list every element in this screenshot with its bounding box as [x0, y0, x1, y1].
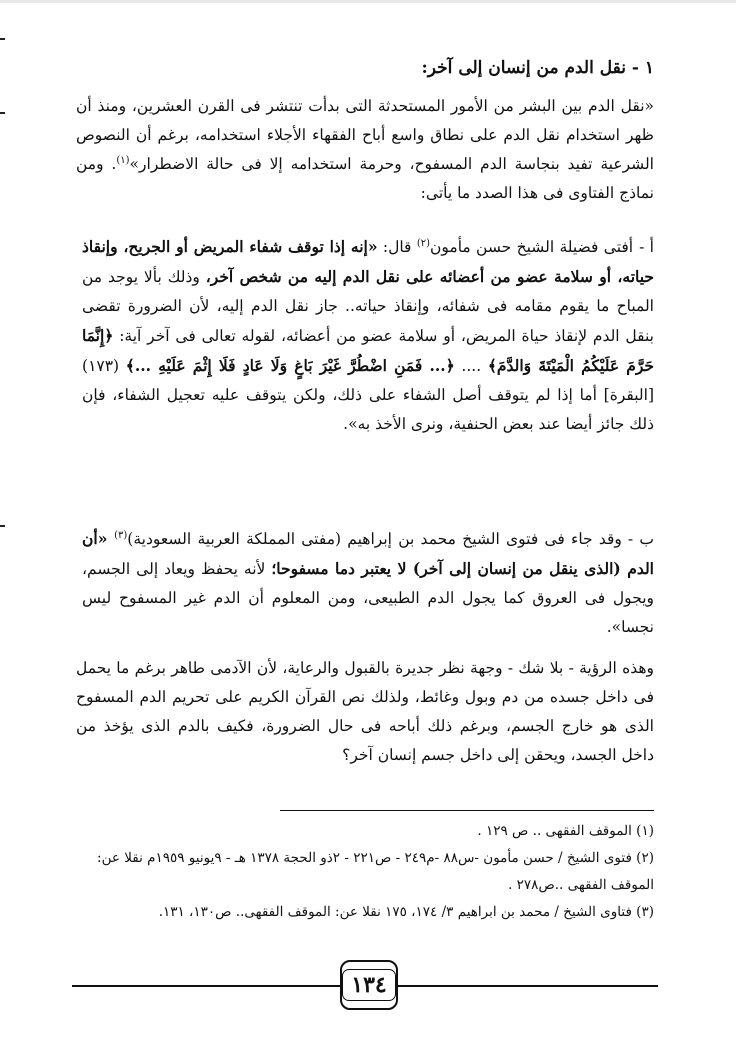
intro-paragraph: [76, 92, 654, 208]
quran-verse-1: ﴿إِنَّمَا حَرَّمَ عَلَيْكُمُ الْمَيْتَةَ وَالدَّمَ﴾: [82, 326, 654, 375]
fatwa-a-text: وذلك بألا يوجد من المباح ما يقوم مقامه فى شفائه، وإنقاذ حياته.. جاز نقل الدم إليه، لأن الضرورة تقضى بنقل الدم لإنقاذ حياة المريض، أو سلامة عضو من أعضائه، لقوله تعالى فى آخر آية:: [82, 268, 654, 345]
fatwa-item-b: [82, 524, 654, 642]
item-letter-b: ب -: [627, 530, 654, 548]
section-heading: ١ - نقل الدم من إنسان إلى آخر:: [421, 58, 654, 78]
ellipsis: ....: [454, 357, 488, 375]
fatwa-a-bold-quote: «إنه إذا توقف شفاء المريض أو الجريح، وإنقاذ حياته، أو سلامة عضو من أعضائه على نقل الدم إليه من شخص آخر،: [82, 237, 654, 286]
quran-verse-2: ﴿... فَمَنِ اضْطُرَّ غَيْرَ بَاغٍ وَلَا عَادٍ فَلَا إِثْمَ عَلَيْهِ ...﴾: [125, 356, 455, 375]
intro-tail: . ومن نماذج الفتاوى فى هذا الصدد ما يأتى:: [76, 155, 654, 202]
fatwa-b-rest: لأنه يحفظ ويعاد إلى الجسم، ويجول فى العروق كما يجول الدم الطبيعى، ومن المعلوم أن الدم غير المسفوح ليس نجسا».: [82, 560, 654, 636]
scan-edge: [0, 0, 736, 3]
footnotes: [82, 818, 654, 926]
page-number-badge: [340, 960, 398, 1010]
item-letter-a: أ -: [639, 238, 654, 256]
fatwa-a-lead: أفتى فضيلة الشيخ حسن مأمون: [430, 238, 634, 256]
footnote-2: (٢) فتوى الشيخ / حسن مأمون -س٨٨ -م٢٤٩ - ص٢٢١ - ٢ذو الحجة ١٣٧٨ هـ - ٩يونيو ١٩٥٩م نقلا عن: الموقف الفقهى ..ص٢٧٨ .: [97, 850, 654, 893]
margin-mark: [0, 112, 5, 114]
fatwa-b-lead: وقد جاء فى فتوى الشيخ محمد بن إبراهيم (مفتى المملكة العربية السعودية): [127, 530, 622, 548]
page-number: ١٣٤: [342, 969, 395, 1001]
footnote-3: (٣) فتاوى الشيخ / محمد بن ابراهيم ٣/ ١٧٤، ١٧٥ نقلا عن: الموقف الفقهى.. ص١٣٠، ١٣١.: [158, 904, 654, 920]
footnote-ref-1[interactable]: (١): [116, 154, 130, 166]
footnote-ref-2[interactable]: (٢): [416, 237, 430, 249]
margin-mark: [0, 525, 5, 527]
footnote-divider: [280, 810, 654, 811]
fatwa-a-said: قال:: [377, 238, 417, 256]
intro-text: «نقل الدم بين البشر من الأمور المستحدثة التى بدأت تنتشر فى القرن العشرين، ومنذ أن ظهر استخدام نقل الدم على نطاق واسع أباح الفقهاء الأجلاء استخدامه، برغم أن النصوص الشرعية تفيد بنجاسة الدم المسفوح، وحرمة استخدامه إلا فى حالة الاضطرار»: [76, 97, 654, 173]
footnote-1: (١) الموقف الفقهى .. ص ١٢٩ .: [477, 823, 654, 839]
margin-mark: [0, 38, 5, 40]
comment-paragraph: وهذه الرؤية - بلا شك - وجهة نظر جديرة بالقبول والرعاية، لأن الآدمى طاهر برغم ما يحمل فى داخل جسده من دم وبول وغائط، ولذلك نص القرآن الكريم على تحريم الدم المسفوح الذى هو خارج الجسم، وبرغم ذلك أباحه فى حال الضرورة، فكيف بالدم الذى يؤخذ من داخل الجسد، ويحقن إلى داخل جسم إنسان آخر؟: [76, 659, 654, 764]
fatwa-b-bold-quote: «أن الدم (الذى ينقل من إنسان إلى آخر) لا يعتبر دما مسفوحا؛: [82, 529, 654, 578]
verse-reference: (١٧٣) [البقرة]: [82, 357, 654, 404]
footnote-ref-3[interactable]: (٣): [114, 529, 128, 541]
fatwa-item-a: [82, 232, 654, 439]
fatwa-a-rest: أما إذا لم يتوقف أصل الشفاء على ذلك، ولكن يتوقف عليه تعجيل الشفاء، فإن ذلك جائز أيضا عند بعض الحنفية، ونرى الأخذ به».: [82, 386, 654, 433]
